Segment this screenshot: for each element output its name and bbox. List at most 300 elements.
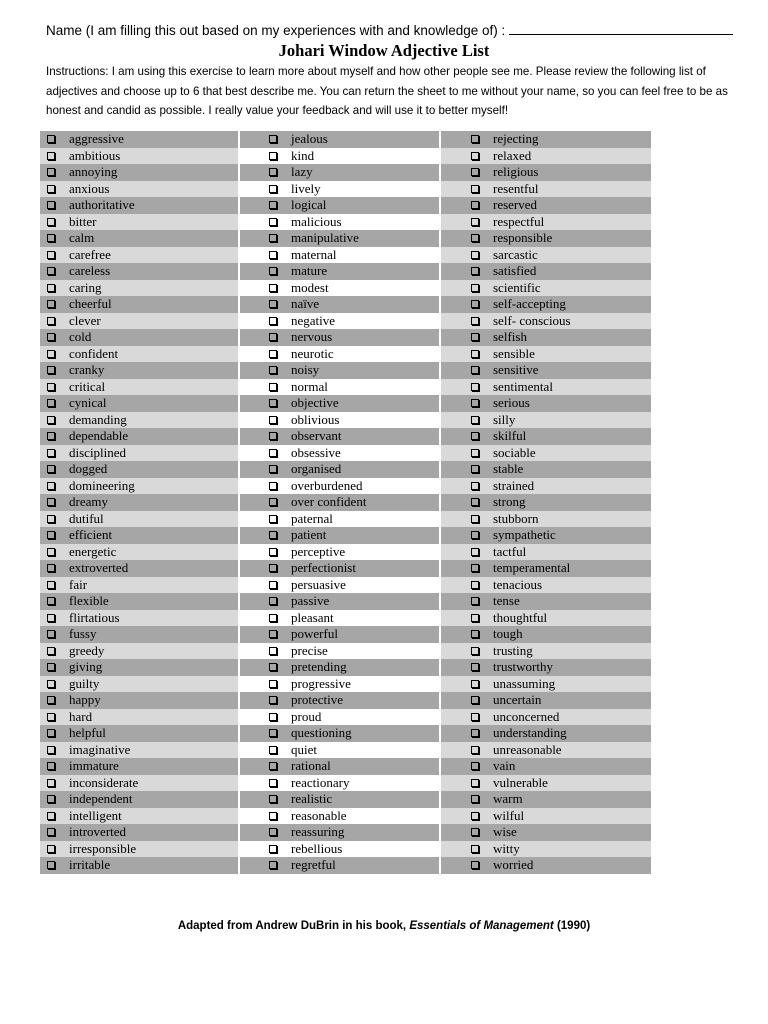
adjective-row[interactable] — [40, 197, 238, 214]
checkbox-icon[interactable] — [47, 168, 55, 176]
adjective-row[interactable] — [240, 511, 439, 528]
checkbox-icon[interactable] — [269, 317, 277, 325]
adjective-row[interactable] — [40, 593, 238, 610]
adjective-row[interactable] — [240, 263, 439, 280]
checkbox-icon[interactable] — [471, 383, 479, 391]
adjective-row[interactable] — [441, 610, 651, 627]
adjective-row[interactable] — [240, 824, 439, 841]
adjective-label: flexible — [69, 593, 109, 608]
adjective-column-1 — [40, 131, 238, 874]
adjective-row[interactable] — [441, 164, 651, 181]
adjective-row[interactable] — [240, 808, 439, 825]
adjective-row[interactable] — [441, 593, 651, 610]
adjective-row[interactable] — [441, 841, 651, 858]
checkbox-icon[interactable] — [269, 135, 277, 143]
checkbox-icon[interactable] — [269, 498, 277, 506]
checkbox-icon[interactable] — [269, 861, 277, 869]
checkbox-icon[interactable] — [269, 399, 277, 407]
adjective-row[interactable] — [441, 478, 651, 495]
checkbox-icon[interactable] — [269, 680, 277, 688]
checkbox-icon[interactable] — [47, 614, 55, 622]
adjective-row[interactable] — [441, 247, 651, 264]
adjective-row[interactable] — [240, 395, 439, 412]
adjective-row[interactable] — [441, 329, 651, 346]
checkbox-icon[interactable] — [47, 267, 55, 275]
adjective-row[interactable] — [240, 296, 439, 313]
checkbox-icon[interactable] — [269, 795, 277, 803]
checkbox-icon[interactable] — [47, 399, 55, 407]
adjective-label: powerful — [291, 626, 338, 641]
checkbox-icon[interactable] — [47, 828, 55, 836]
checkbox-icon[interactable] — [471, 663, 479, 671]
checkbox-icon[interactable] — [471, 828, 479, 836]
checkbox-icon[interactable] — [47, 251, 55, 259]
adjective-row[interactable] — [240, 247, 439, 264]
adjective-row[interactable] — [441, 197, 651, 214]
checkbox-icon[interactable] — [471, 746, 479, 754]
adjective-row[interactable] — [441, 494, 651, 511]
checkbox-icon[interactable] — [269, 515, 277, 523]
adjective-label: rejecting — [493, 131, 539, 146]
checkbox-icon[interactable] — [269, 828, 277, 836]
adjective-row[interactable] — [40, 494, 238, 511]
adjective-row[interactable] — [40, 478, 238, 495]
adjective-row[interactable] — [40, 461, 238, 478]
adjective-row[interactable] — [240, 131, 439, 148]
adjective-row[interactable] — [240, 379, 439, 396]
checkbox-icon[interactable] — [47, 317, 55, 325]
adjective-row[interactable] — [40, 692, 238, 709]
checkbox-icon[interactable] — [269, 465, 277, 473]
checkbox-icon[interactable] — [47, 564, 55, 572]
adjective-row[interactable] — [40, 511, 238, 528]
adjective-row[interactable] — [40, 346, 238, 363]
checkbox-icon[interactable] — [269, 416, 277, 424]
checkbox-icon[interactable] — [269, 185, 277, 193]
checkbox-icon[interactable] — [471, 399, 479, 407]
adjective-row[interactable] — [40, 676, 238, 693]
adjective-row[interactable] — [40, 808, 238, 825]
checkbox-icon[interactable] — [269, 482, 277, 490]
adjective-row[interactable] — [240, 214, 439, 231]
adjective-row[interactable] — [240, 197, 439, 214]
checkbox-icon[interactable] — [47, 647, 55, 655]
checkbox-icon[interactable] — [471, 234, 479, 242]
adjective-row[interactable] — [441, 346, 651, 363]
checkbox-icon[interactable] — [471, 284, 479, 292]
adjective-row[interactable] — [40, 412, 238, 429]
checkbox-icon[interactable] — [47, 548, 55, 556]
adjective-row[interactable] — [40, 247, 238, 264]
checkbox-icon[interactable] — [269, 234, 277, 242]
adjective-row[interactable] — [240, 643, 439, 660]
adjective-row[interactable] — [240, 362, 439, 379]
adjective-row[interactable] — [441, 263, 651, 280]
checkbox-icon[interactable] — [471, 795, 479, 803]
checkbox-icon[interactable] — [471, 729, 479, 737]
checkbox-icon[interactable] — [471, 779, 479, 787]
adjective-row[interactable] — [441, 148, 651, 165]
adjective-label: reserved — [493, 197, 538, 212]
adjective-row[interactable] — [40, 362, 238, 379]
adjective-label: paternal — [291, 510, 333, 526]
checkbox-icon[interactable] — [471, 465, 479, 473]
checkbox-icon[interactable] — [471, 812, 479, 820]
adjective-row[interactable] — [240, 841, 439, 858]
adjective-row[interactable] — [441, 824, 651, 841]
adjective-row[interactable] — [441, 808, 651, 825]
adjective-grid — [40, 131, 651, 874]
checkbox-icon[interactable] — [269, 432, 277, 440]
checkbox-icon[interactable] — [471, 218, 479, 226]
checkbox-icon[interactable] — [47, 581, 55, 589]
checkbox-icon[interactable] — [47, 696, 55, 704]
adjective-row[interactable] — [40, 395, 238, 412]
checkbox-icon[interactable] — [47, 350, 55, 358]
checkbox-icon[interactable] — [47, 218, 55, 226]
adjective-label: self-accepting — [493, 296, 566, 311]
adjective-row[interactable] — [240, 494, 439, 511]
adjective-row[interactable] — [40, 329, 238, 346]
checkbox-icon[interactable] — [47, 366, 55, 374]
adjective-row[interactable] — [240, 148, 439, 165]
adjective-row[interactable] — [240, 346, 439, 363]
adjective-row[interactable] — [240, 758, 439, 775]
checkbox-icon[interactable] — [47, 680, 55, 688]
adjective-label: unreasonable — [493, 741, 562, 757]
checkbox-icon[interactable] — [47, 812, 55, 820]
adjective-row[interactable] — [240, 791, 439, 808]
checkbox-icon[interactable] — [471, 713, 479, 721]
adjective-row[interactable] — [40, 824, 238, 841]
adjective-row[interactable] — [40, 725, 238, 742]
adjective-label: protective — [291, 692, 343, 707]
adjective-row[interactable] — [40, 131, 238, 148]
checkbox-icon[interactable] — [269, 350, 277, 358]
checkbox-icon[interactable] — [471, 267, 479, 275]
adjective-row[interactable] — [40, 791, 238, 808]
adjective-row[interactable] — [240, 709, 439, 726]
checkbox-icon[interactable] — [471, 680, 479, 688]
checkbox-icon[interactable] — [47, 713, 55, 721]
adjective-row[interactable] — [40, 296, 238, 313]
checkbox-icon[interactable] — [47, 333, 55, 341]
checkbox-icon[interactable] — [471, 366, 479, 374]
adjective-row[interactable] — [40, 709, 238, 726]
adjective-row[interactable] — [40, 577, 238, 594]
checkbox-icon[interactable] — [47, 300, 55, 308]
checkbox-icon[interactable] — [47, 465, 55, 473]
checkbox-icon[interactable] — [269, 597, 277, 605]
adjective-row[interactable] — [240, 610, 439, 627]
checkbox-icon[interactable] — [269, 779, 277, 787]
checkbox-icon[interactable] — [269, 218, 277, 226]
checkbox-icon[interactable] — [269, 548, 277, 556]
checkbox-icon[interactable] — [471, 498, 479, 506]
checkbox-icon[interactable] — [471, 696, 479, 704]
checkbox-icon[interactable] — [471, 762, 479, 770]
adjective-row[interactable] — [441, 775, 651, 792]
adjective-row[interactable] — [441, 544, 651, 561]
adjective-row[interactable] — [441, 725, 651, 742]
checkbox-icon[interactable] — [471, 630, 479, 638]
adjective-row[interactable] — [441, 709, 651, 726]
adjective-row[interactable] — [240, 659, 439, 676]
adjective-row[interactable] — [441, 758, 651, 775]
adjective-label: sympathetic — [493, 527, 556, 542]
checkbox-icon[interactable] — [471, 152, 479, 160]
checkbox-icon[interactable] — [47, 779, 55, 787]
checkbox-icon[interactable] — [471, 350, 479, 358]
checkbox-icon[interactable] — [471, 531, 479, 539]
adjective-row[interactable] — [240, 544, 439, 561]
adjective-row[interactable] — [40, 445, 238, 462]
checkbox-icon[interactable] — [471, 135, 479, 143]
checkbox-icon[interactable] — [471, 614, 479, 622]
checkbox-icon[interactable] — [269, 267, 277, 275]
adjective-label: skilful — [493, 428, 527, 443]
adjective-row[interactable] — [240, 593, 439, 610]
adjective-row[interactable] — [40, 775, 238, 792]
adjective-label: naïve — [291, 296, 320, 311]
checkbox-icon[interactable] — [471, 581, 479, 589]
checkbox-icon[interactable] — [471, 333, 479, 341]
checkbox-icon[interactable] — [47, 729, 55, 737]
adjective-row[interactable] — [441, 313, 651, 330]
checkbox-icon[interactable] — [471, 597, 479, 605]
checkbox-icon[interactable] — [471, 482, 479, 490]
checkbox-icon[interactable] — [269, 383, 277, 391]
checkbox-icon[interactable] — [47, 449, 55, 457]
checkbox-icon[interactable] — [47, 630, 55, 638]
adjective-row[interactable] — [40, 659, 238, 676]
adjective-label: extroverted — [69, 560, 129, 575]
adjective-label: authoritative — [69, 197, 135, 212]
adjective-row[interactable] — [441, 412, 651, 429]
adjective-row[interactable] — [240, 181, 439, 198]
adjective-row[interactable] — [240, 478, 439, 495]
adjective-row[interactable] — [441, 461, 651, 478]
checkbox-icon[interactable] — [269, 531, 277, 539]
checkbox-icon[interactable] — [269, 152, 277, 160]
adjective-row[interactable] — [441, 742, 651, 759]
checkbox-icon[interactable] — [269, 663, 277, 671]
adjective-row[interactable] — [40, 313, 238, 330]
checkbox-icon[interactable] — [471, 861, 479, 869]
adjective-label: malicious — [291, 213, 342, 229]
footer-book-title: Essentials of Management — [409, 920, 554, 932]
checkbox-icon[interactable] — [269, 729, 277, 737]
checkbox-icon[interactable] — [471, 168, 479, 176]
adjective-row[interactable] — [240, 725, 439, 742]
adjective-row[interactable] — [240, 461, 439, 478]
checkbox-icon[interactable] — [269, 300, 277, 308]
adjective-row[interactable] — [441, 181, 651, 198]
adjective-row[interactable] — [441, 676, 651, 693]
adjective-row[interactable] — [40, 214, 238, 231]
checkbox-icon[interactable] — [269, 614, 277, 622]
adjective-row[interactable] — [40, 148, 238, 165]
adjective-row[interactable] — [40, 280, 238, 297]
adjective-row[interactable] — [40, 527, 238, 544]
adjective-row[interactable] — [240, 692, 439, 709]
adjective-row[interactable] — [441, 395, 651, 412]
adjective-label: unconcerned — [493, 708, 560, 724]
adjective-row[interactable] — [240, 329, 439, 346]
checkbox-icon[interactable] — [47, 498, 55, 506]
adjective-row[interactable] — [40, 428, 238, 445]
checkbox-icon[interactable] — [47, 762, 55, 770]
adjective-row[interactable] — [441, 280, 651, 297]
adjective-row[interactable] — [441, 214, 651, 231]
checkbox-icon[interactable] — [471, 845, 479, 853]
adjective-label: reasonable — [291, 807, 347, 823]
checkbox-icon[interactable] — [47, 135, 55, 143]
adjective-label: trusting — [493, 642, 533, 658]
adjective-row[interactable] — [40, 610, 238, 627]
adjective-label: temperamental — [493, 560, 571, 575]
adjective-row[interactable] — [40, 742, 238, 759]
name-blank-field[interactable] — [509, 22, 733, 35]
checkbox-icon[interactable] — [47, 746, 55, 754]
adjective-row[interactable] — [240, 742, 439, 759]
adjective-row[interactable] — [240, 230, 439, 247]
checkbox-icon[interactable] — [471, 432, 479, 440]
checkbox-icon[interactable] — [47, 152, 55, 160]
checkbox-icon[interactable] — [47, 597, 55, 605]
adjective-label: happy — [69, 692, 101, 707]
adjective-row[interactable] — [240, 577, 439, 594]
adjective-row[interactable] — [40, 841, 238, 858]
adjective-row[interactable] — [441, 362, 651, 379]
checkbox-icon[interactable] — [269, 762, 277, 770]
adjective-row[interactable] — [240, 775, 439, 792]
checkbox-icon[interactable] — [269, 630, 277, 638]
checkbox-icon[interactable] — [269, 696, 277, 704]
adjective-row[interactable] — [240, 412, 439, 429]
checkbox-icon[interactable] — [471, 300, 479, 308]
checkbox-icon[interactable] — [47, 845, 55, 853]
adjective-row[interactable] — [441, 527, 651, 544]
adjective-row[interactable] — [441, 791, 651, 808]
adjective-row[interactable] — [441, 643, 651, 660]
adjective-label: scientific — [493, 279, 541, 295]
checkbox-icon[interactable] — [47, 795, 55, 803]
adjective-row[interactable] — [441, 296, 651, 313]
checkbox-icon[interactable] — [269, 201, 277, 209]
adjective-row[interactable] — [240, 626, 439, 643]
checkbox-icon[interactable] — [269, 284, 277, 292]
checkbox-icon[interactable] — [269, 581, 277, 589]
adjective-row[interactable] — [240, 560, 439, 577]
checkbox-icon[interactable] — [47, 234, 55, 242]
adjective-row[interactable] — [40, 643, 238, 660]
checkbox-icon[interactable] — [471, 548, 479, 556]
checkbox-icon[interactable] — [47, 185, 55, 193]
checkbox-icon[interactable] — [471, 515, 479, 523]
adjective-row[interactable] — [441, 445, 651, 462]
adjective-row[interactable] — [441, 857, 651, 874]
adjective-row[interactable] — [441, 428, 651, 445]
checkbox-icon[interactable] — [269, 333, 277, 341]
checkbox-icon[interactable] — [269, 366, 277, 374]
adjective-row[interactable] — [441, 692, 651, 709]
checkbox-icon[interactable] — [471, 251, 479, 259]
checkbox-icon[interactable] — [47, 284, 55, 292]
checkbox-icon[interactable] — [471, 647, 479, 655]
adjective-row[interactable] — [40, 758, 238, 775]
checkbox-icon[interactable] — [269, 168, 277, 176]
adjective-row[interactable] — [240, 428, 439, 445]
adjective-label: hard — [69, 708, 93, 724]
adjective-row[interactable] — [40, 544, 238, 561]
checkbox-icon[interactable] — [47, 663, 55, 671]
checkbox-icon[interactable] — [47, 515, 55, 523]
adjective-row[interactable] — [441, 511, 651, 528]
adjective-row[interactable] — [40, 164, 238, 181]
adjective-row[interactable] — [441, 659, 651, 676]
checkbox-icon[interactable] — [47, 482, 55, 490]
checkbox-icon[interactable] — [471, 449, 479, 457]
adjective-row[interactable] — [40, 857, 238, 874]
adjective-row[interactable] — [40, 263, 238, 280]
checkbox-icon[interactable] — [269, 449, 277, 457]
adjective-column-2 — [240, 131, 439, 874]
adjective-row[interactable] — [40, 379, 238, 396]
checkbox-icon[interactable] — [471, 416, 479, 424]
checkbox-icon[interactable] — [47, 383, 55, 391]
checkbox-icon[interactable] — [269, 845, 277, 853]
adjective-row[interactable] — [240, 164, 439, 181]
adjective-row[interactable] — [441, 131, 651, 148]
adjective-row[interactable] — [40, 560, 238, 577]
name-prompt-line — [46, 22, 733, 38]
adjective-row[interactable] — [240, 445, 439, 462]
adjective-row[interactable] — [40, 230, 238, 247]
adjective-row[interactable] — [40, 626, 238, 643]
adjective-row[interactable] — [441, 230, 651, 247]
checkbox-icon[interactable] — [47, 201, 55, 209]
adjective-label: jealous — [291, 131, 328, 146]
adjective-row[interactable] — [240, 676, 439, 693]
adjective-row[interactable] — [441, 560, 651, 577]
adjective-row[interactable] — [40, 181, 238, 198]
checkbox-icon[interactable] — [471, 317, 479, 325]
checkbox-icon[interactable] — [269, 564, 277, 572]
checkbox-icon[interactable] — [269, 812, 277, 820]
adjective-row[interactable] — [441, 626, 651, 643]
adjective-label: stable — [493, 461, 524, 476]
adjective-row[interactable] — [441, 577, 651, 594]
checkbox-icon[interactable] — [471, 185, 479, 193]
checkbox-icon[interactable] — [47, 861, 55, 869]
adjective-row[interactable] — [240, 280, 439, 297]
checkbox-icon[interactable] — [47, 531, 55, 539]
checkbox-icon[interactable] — [269, 251, 277, 259]
checkbox-icon[interactable] — [269, 746, 277, 754]
checkbox-icon[interactable] — [47, 432, 55, 440]
adjective-row[interactable] — [240, 857, 439, 874]
checkbox-icon[interactable] — [269, 713, 277, 721]
adjective-row[interactable] — [240, 527, 439, 544]
checkbox-icon[interactable] — [471, 564, 479, 572]
adjective-row[interactable] — [441, 379, 651, 396]
checkbox-icon[interactable] — [269, 647, 277, 655]
adjective-label: pretending — [291, 659, 347, 674]
checkbox-icon[interactable] — [47, 416, 55, 424]
checkbox-icon[interactable] — [471, 201, 479, 209]
adjective-row[interactable] — [240, 313, 439, 330]
